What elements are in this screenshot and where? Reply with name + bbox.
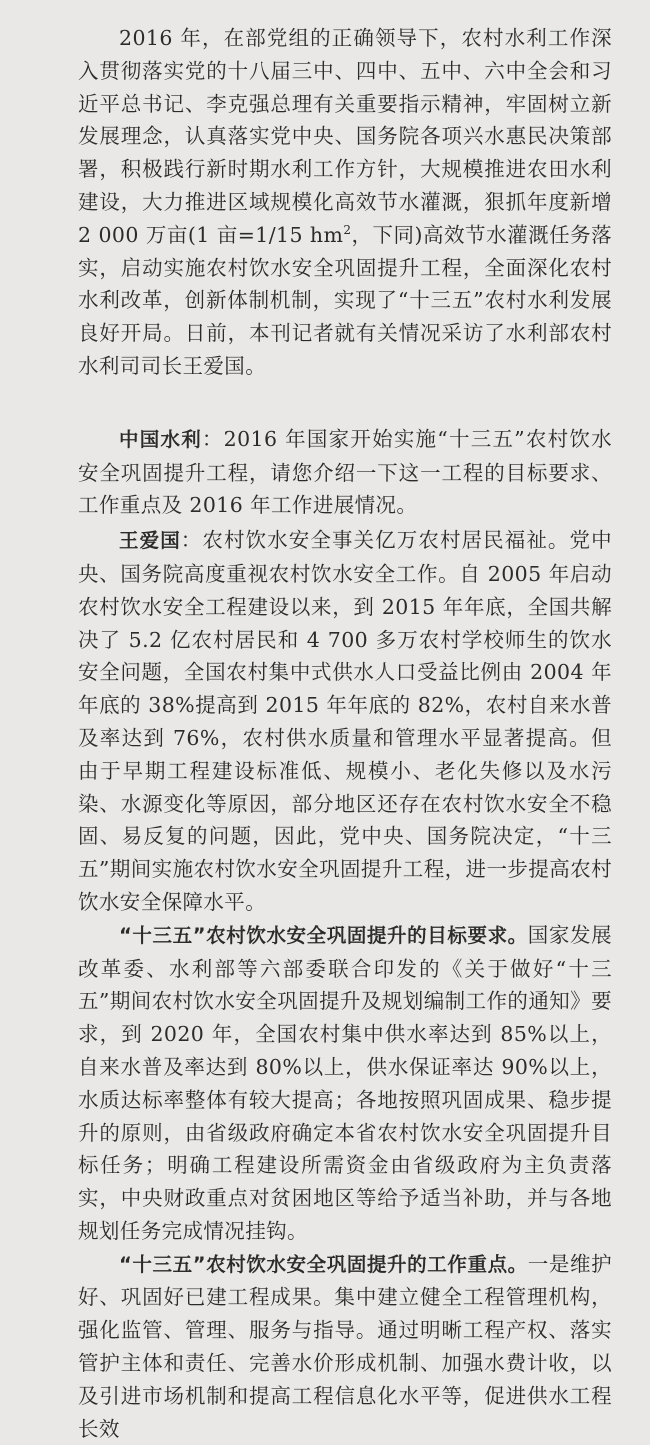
- answer-text: ：农村饮水安全事关亿万农村居民福祉。党中央、国务院高度重视农村饮水安全工作。自 2005 年启动农村饮水安全工程建设以来，到 2015 年年底，全国共解决了 5.2 亿农村居民和 4 700 多万农村学校师生的饮水安全问题，全国农村集中式供水人口受益比例由 2004 年年底的 38%提高到 2015 年年底的 82%，农村自来水普及率达到 76%，农村供水质量和管理水平显著提高。但由于早期工程建设标准低、规模小、老化失修以及水污染、水源变化等原因，部分地区还存在农村饮水安全不稳固、易反复的问题，因此，党中央、国务院决定，“十三五”期间实施农村饮水安全巩固提升工程，进一步提高农村饮水安全保障水平。: [78, 528, 613, 914]
- focus-text: 一是维护好、巩固好已建工程成果。集中建立健全工程管理机构，强化监管、管理、服务与指导。通过明晰工程产权、落实管护主体和责任、完善水价形成机制、加强水费计收，以及引进市场机制和提高工程信息化水平等，促进供水工程长效: [78, 1251, 612, 1441]
- intro-superscript: 2: [343, 222, 352, 237]
- intro-text-b: ，下同)高效节水灌溉任务落实，启动实施农村饮水安全巩固提升工程，全面深化农村水利改革，创新体制机制，实现了“十三五”农村水利发展良好开局。日前，本刊记者就有关情况采访了水利部农村水利司司长王爱国。: [78, 222, 612, 378]
- goals-text: 国家发展改革委、水利部等六部委联合印发的《关于做好“十三五”期间农村饮水安全巩固提升及规划编制工作的通知》要求，到 2020 年，全国农村集中供水率达到 85%以上，自来水普及率达到 80%以上，供水保证率达 90%以上，水质达标率整体有较大提高；各地按照巩固成果、稳步提升的原则，由省级政府确定本省农村饮水安全巩固提升目标任务；明确工程建设所需资金由省级政府为主负责落实，中央财政重点对贫困地区等给予适当补助，并与各地规划任务完成情况挂钩。: [78, 922, 612, 1243]
- intro-paragraph: [78, 22, 612, 383]
- question-paragraph: [78, 423, 612, 522]
- answer-paragraph: [78, 524, 612, 919]
- focus-heading: “十三五”农村饮水安全巩固提升的工作重点。: [119, 1252, 528, 1276]
- goals-heading: “十三五”农村饮水安全巩固提升的目标要求。: [119, 923, 528, 947]
- focus-paragraph: [78, 1248, 612, 1445]
- goals-paragraph: [78, 919, 612, 1248]
- question-text: ：2016 年国家开始实施“十三五”农村饮水安全巩固提升工程，请您介绍一下这一工程的目标要求、工作重点及 2016 年工作进展情况。: [78, 426, 612, 518]
- question-speaker: 中国水利: [119, 427, 202, 451]
- intro-text-a: 2016 年，在部党组的正确领导下，农村水利工作深入贯彻落实党的十八届三中、四中、五中、六中全会和习近平总书记、李克强总理有关重要指示精神，牢固树立新发展理念，认真落实党中央、国务院各项兴水惠民决策部署，积极践行新时期水利工作方针，大规模推进农田水利建设，大力推进区域规模化高效节水灌溉，狠抓年度新增 2 000 万亩(1 亩=1/15 hm: [78, 26, 612, 247]
- answer-speaker: 王爱国: [119, 529, 181, 553]
